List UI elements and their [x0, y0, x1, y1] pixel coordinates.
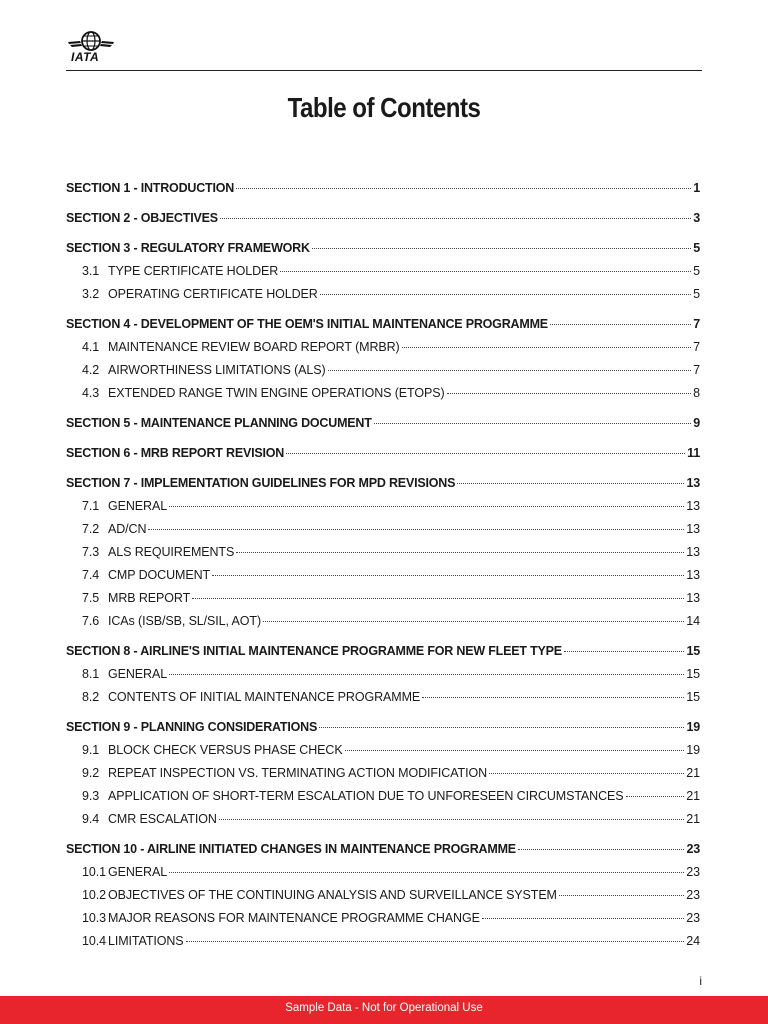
toc-entry-page: 21 [686, 766, 700, 780]
toc-entry-label [66, 841, 516, 857]
toc-entry-text: APPLICATION OF SHORT-TERM ESCALATION DUE TO UNFORESEEN CIRCUMSTANCES [108, 789, 624, 803]
toc-entry-text: CMR ESCALATION [108, 812, 217, 826]
toc-entry-label [82, 590, 190, 606]
toc-section-entry[interactable] [66, 240, 700, 256]
toc-dot-leader [345, 750, 685, 751]
toc-entry-number: 4.2 [82, 363, 100, 377]
page-title: Table of Contents [287, 92, 481, 123]
toc-entry-page: 19 [686, 743, 700, 757]
logo-text: IATA [71, 50, 100, 64]
toc-entry-label [82, 385, 445, 401]
toc-entry-page: 13 [686, 568, 700, 582]
toc-entry-page: 15 [686, 644, 700, 658]
toc-entry-page: 11 [687, 446, 700, 460]
toc-entry-label [82, 339, 400, 355]
toc-entry-page: 13 [686, 499, 700, 513]
toc-dot-leader [212, 575, 684, 576]
toc-entry-page: 13 [686, 476, 700, 490]
toc-subsection-entry[interactable] [66, 933, 700, 949]
toc-entry-number: 4.1 [82, 340, 100, 354]
toc-entry-page: 7 [693, 340, 700, 354]
toc-dot-leader [518, 849, 685, 850]
toc-entry-text: AIRWORTHINESS LIMITATIONS (ALS) [108, 363, 326, 377]
toc-entry-page: 23 [686, 911, 700, 925]
toc-entry-number: 7.6 [82, 614, 100, 628]
toc-entry-number: 3.1 [82, 264, 100, 278]
toc-entry-label [82, 742, 343, 758]
toc-subsection-entry[interactable] [66, 339, 700, 355]
toc-section-entry[interactable] [66, 210, 700, 226]
toc-entry-page: 21 [686, 789, 700, 803]
toc-entry-number: 8.1 [82, 667, 100, 681]
toc-subsection-entry[interactable] [66, 666, 700, 682]
toc-entry-page: 19 [686, 720, 700, 734]
toc-dot-leader [169, 506, 684, 507]
toc-entry-page: 23 [686, 842, 700, 856]
toc-subsection-entry[interactable] [66, 590, 700, 606]
toc-entry-label [82, 544, 234, 560]
toc-section-entry[interactable] [66, 180, 700, 196]
toc-subsection-entry[interactable] [66, 689, 700, 705]
toc-entry-text: MAJOR REASONS FOR MAINTENANCE PROGRAMME CHANGE [108, 911, 480, 925]
toc-entry-page: 7 [693, 363, 700, 377]
toc-subsection-entry[interactable] [66, 498, 700, 514]
toc-entry-page: 9 [693, 416, 700, 430]
toc-dot-leader [169, 674, 684, 675]
toc-entry-label [82, 567, 210, 583]
page-number: i [699, 974, 702, 988]
toc-subsection-entry[interactable] [66, 263, 700, 279]
toc-dot-leader [626, 796, 685, 797]
toc-entry-page: 5 [693, 264, 700, 278]
toc-subsection-entry[interactable] [66, 613, 700, 629]
toc-entry-page: 1 [693, 181, 700, 195]
toc-entry-label [66, 475, 455, 491]
toc-subsection-entry[interactable] [66, 811, 700, 827]
toc-subsection-entry[interactable] [66, 544, 700, 560]
toc-entry-label [66, 316, 548, 332]
toc-dot-leader [320, 294, 691, 295]
toc-dot-leader [280, 271, 691, 272]
toc-entry-text: SECTION 9 - PLANNING CONSIDERATIONS [66, 720, 318, 734]
toc-entry-number: 9.2 [82, 766, 100, 780]
toc-entry-label [66, 210, 218, 226]
page-header [66, 30, 702, 71]
toc-entry-text: AD/CN [108, 522, 147, 536]
toc-entry-label [82, 933, 184, 949]
toc-entry-page: 15 [686, 667, 700, 681]
toc-entry-number: 7.2 [82, 522, 100, 536]
toc-entry-page: 8 [693, 386, 700, 400]
toc-entry-text: SECTION 2 - OBJECTIVES [66, 211, 218, 225]
toc-entry-text: SECTION 4 - DEVELOPMENT OF THE OEM'S INITIAL MAINTENANCE PROGRAMME [66, 317, 548, 331]
toc-dot-leader [550, 324, 691, 325]
toc-entry-text: SECTION 1 - INTRODUCTION [66, 181, 235, 195]
toc-dot-leader [220, 218, 691, 219]
toc-section-entry[interactable] [66, 841, 700, 857]
toc-dot-leader [319, 727, 684, 728]
toc-dot-leader [236, 552, 684, 553]
toc-dot-leader [559, 895, 684, 896]
toc-entry-number: 7.5 [82, 591, 100, 605]
toc-dot-leader [169, 872, 684, 873]
toc-section-entry[interactable] [66, 719, 700, 735]
toc-dot-leader [186, 941, 685, 942]
iata-globe-icon [66, 30, 116, 52]
toc-section-entry[interactable] [66, 415, 700, 431]
toc-entry-number: 9.1 [82, 743, 100, 757]
toc-subsection-entry[interactable] [66, 864, 700, 880]
toc-entry-text: SECTION 8 - AIRLINE'S INITIAL MAINTENANCE PROGRAMME FOR NEW FLEET TYPE [66, 644, 562, 658]
toc-subsection-entry[interactable] [66, 286, 700, 302]
toc-entry-number: 9.3 [82, 789, 100, 803]
footer-text: Sample Data - Not for Operational Use [285, 1002, 483, 1014]
toc-dot-leader [236, 188, 691, 189]
toc-entry-text: MRB REPORT [108, 591, 191, 605]
toc-dot-leader [328, 370, 692, 371]
toc-entry-label [82, 362, 326, 378]
toc-subsection-entry[interactable] [66, 742, 700, 758]
toc-entry-label [66, 719, 317, 735]
toc-entry-label [82, 864, 167, 880]
toc-subsection-entry[interactable] [66, 887, 700, 903]
toc-entry-text: CMP DOCUMENT [108, 568, 211, 582]
toc-entry-page: 24 [686, 934, 700, 948]
toc-dot-leader [482, 918, 684, 919]
toc-entry-text: OPERATING CERTIFICATE HOLDER [108, 287, 318, 301]
toc-subsection-entry[interactable] [66, 362, 700, 378]
toc-dot-leader [286, 453, 685, 454]
toc-dot-leader [489, 773, 684, 774]
toc-section-entry[interactable] [66, 316, 700, 332]
toc-entry-text: CONTENTS OF INITIAL MAINTENANCE PROGRAMME [108, 690, 421, 704]
toc-entry-page: 7 [693, 317, 700, 331]
toc-entry-page: 13 [686, 545, 700, 559]
toc-entry-page: 13 [686, 591, 700, 605]
toc-entry-text: TYPE CERTIFICATE HOLDER [108, 264, 279, 278]
toc-entry-page: 21 [686, 812, 700, 826]
toc-section-entry[interactable] [66, 445, 700, 461]
toc-entry-number: 8.2 [82, 690, 100, 704]
toc-section-entry[interactable] [66, 643, 700, 659]
toc-entry-page: 3 [693, 211, 700, 225]
toc-dot-leader [402, 347, 692, 348]
toc-subsection-entry[interactable] [66, 910, 700, 926]
toc-entry-text: EXTENDED RANGE TWIN ENGINE OPERATIONS (ETOPS) [108, 386, 445, 400]
toc-subsection-entry[interactable] [66, 765, 700, 781]
toc-entry-text: SECTION 10 - AIRLINE INITIATED CHANGES IN MAINTENANCE PROGRAMME [66, 842, 516, 856]
toc-entry-label [82, 765, 487, 781]
toc-entry-label [82, 788, 624, 804]
toc-entry-text: SECTION 7 - IMPLEMENTATION GUIDELINES FOR MPD REVISIONS [66, 476, 456, 490]
toc-entry-label [66, 240, 310, 256]
toc-entry-number: 10.2 [82, 888, 106, 902]
toc-entry-page: 5 [693, 287, 700, 301]
toc-entry-text: MAINTENANCE REVIEW BOARD REPORT (MRBR) [108, 340, 400, 354]
toc-subsection-entry[interactable] [66, 385, 700, 401]
toc-dot-leader [219, 819, 684, 820]
toc-entry-label [66, 415, 372, 431]
toc-subsection-entry[interactable] [66, 788, 700, 804]
toc-entry-text: ALS REQUIREMENTS [108, 545, 235, 559]
toc-entry-page: 15 [686, 690, 700, 704]
toc-entry-page: 13 [686, 522, 700, 536]
toc-entry-label [82, 498, 167, 514]
toc-entry-label [66, 643, 562, 659]
toc-entry-number: 4.3 [82, 386, 100, 400]
toc-entry-text: SECTION 3 - REGULATORY FRAMEWORK [66, 241, 310, 255]
toc-dot-leader [374, 423, 692, 424]
toc-dot-leader [422, 697, 684, 698]
toc-dot-leader [312, 248, 691, 249]
toc-entry-label [82, 263, 278, 279]
toc-subsection-entry[interactable] [66, 567, 700, 583]
toc-entry-text: GENERAL [108, 499, 168, 513]
toc-entry-page: 23 [686, 888, 700, 902]
toc-entry-text: SECTION 6 - MRB REPORT REVISION [66, 446, 285, 460]
toc-dot-leader [148, 529, 684, 530]
toc-dot-leader [564, 651, 685, 652]
toc-entry-text: BLOCK CHECK VERSUS PHASE CHECK [108, 743, 343, 757]
toc-entry-text: OBJECTIVES OF THE CONTINUING ANALYSIS AND SURVEILLANCE SYSTEM [108, 888, 557, 902]
toc-dot-leader [192, 598, 684, 599]
toc-section-entry[interactable] [66, 475, 700, 491]
toc-entry-number: 10.1 [82, 865, 106, 879]
toc-entry-text: REPEAT INSPECTION VS. TERMINATING ACTION MODIFICATION [108, 766, 487, 780]
toc-entry-text: SECTION 5 - MAINTENANCE PLANNING DOCUMENT [66, 416, 372, 430]
toc-entry-text: GENERAL [108, 865, 168, 879]
toc-entry-number: 3.2 [82, 287, 100, 301]
toc-entry-number: 7.1 [82, 499, 100, 513]
toc-entry-number: 7.4 [82, 568, 100, 582]
toc-entry-number: 7.3 [82, 545, 100, 559]
toc-entry-label [82, 910, 480, 926]
toc-entry-label [82, 666, 167, 682]
toc-entry-number: 9.4 [82, 812, 100, 826]
toc-entry-page: 5 [693, 241, 700, 255]
iata-logo [66, 30, 116, 64]
toc-entry-text: ICAs (ISB/SB, SL/SIL, AOT) [108, 614, 262, 628]
toc-entry-label [82, 613, 261, 629]
toc-entry-text: LIMITATIONS [108, 934, 184, 948]
toc-dot-leader [263, 621, 684, 622]
toc-entry-number: 10.3 [82, 911, 106, 925]
toc-entry-page: 14 [686, 614, 700, 628]
toc-entry-label [82, 887, 557, 903]
toc-entry-page: 23 [686, 865, 700, 879]
toc-dot-leader [457, 483, 684, 484]
footer-banner [0, 996, 768, 1024]
toc-entry-label [66, 180, 234, 196]
toc-entry-label [82, 286, 318, 302]
table-of-contents [66, 174, 700, 956]
toc-subsection-entry[interactable] [66, 521, 700, 537]
toc-entry-number: 10.4 [82, 934, 106, 948]
toc-entry-label [82, 521, 146, 537]
toc-entry-label [82, 811, 217, 827]
toc-dot-leader [447, 393, 692, 394]
toc-entry-text: GENERAL [108, 667, 168, 681]
toc-entry-label [66, 445, 284, 461]
toc-entry-label [82, 689, 420, 705]
